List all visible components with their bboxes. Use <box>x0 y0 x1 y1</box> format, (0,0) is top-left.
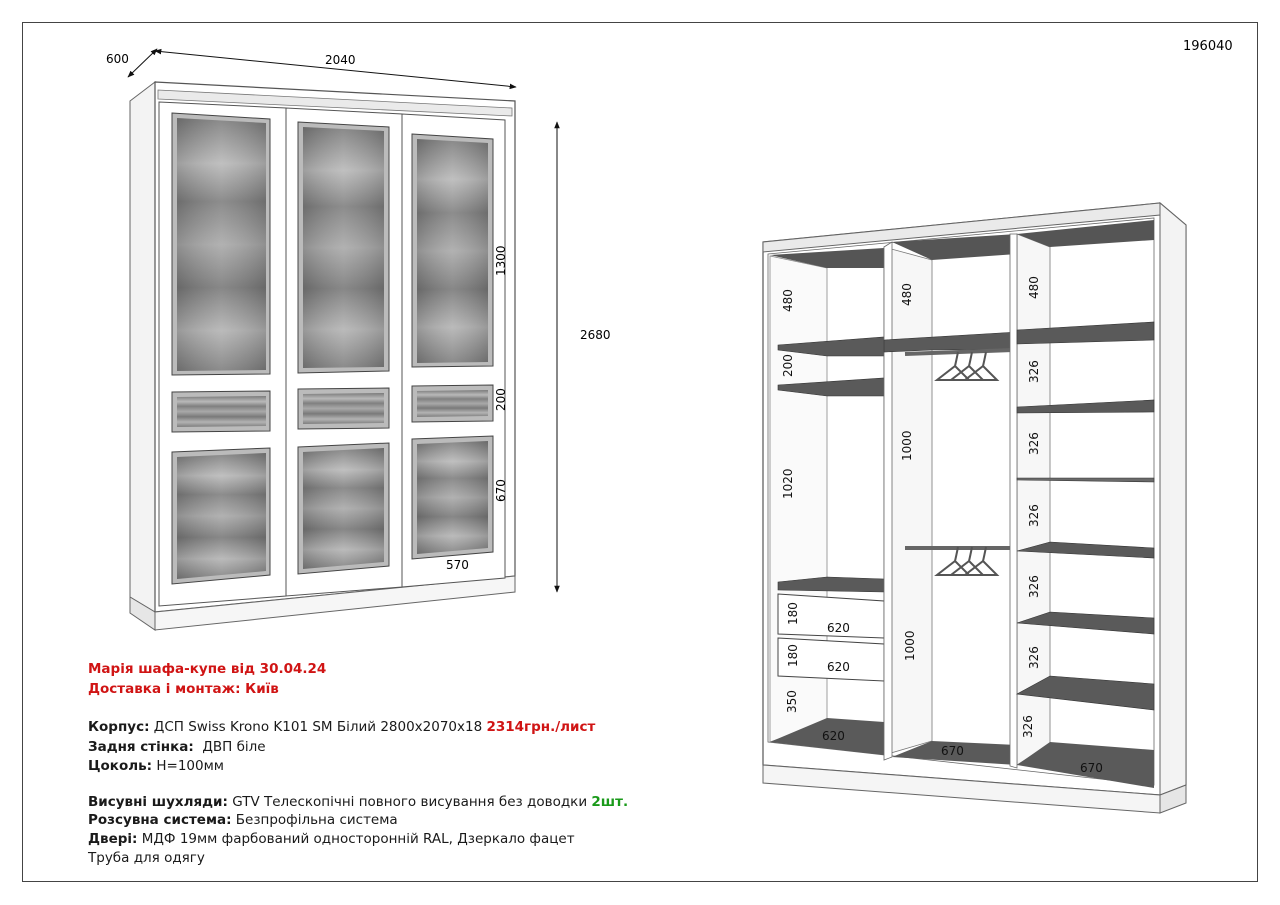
front-dim-670: 670 <box>494 479 508 502</box>
right-col-dim-326-1: 326 <box>1027 360 1041 383</box>
front-door-width-label: 570 <box>446 558 469 572</box>
left-col-dim-180-a: 180 <box>786 602 800 625</box>
right-col-bottom-width: 670 <box>1080 761 1103 775</box>
right-col-dim-326-4: 326 <box>1027 575 1041 598</box>
left-col-dim-200: 200 <box>781 354 795 377</box>
front-dim-1300: 1300 <box>494 245 508 276</box>
order-title: Марія шафа-купе від 30.04.24 <box>88 661 327 677</box>
spec-body-price: 2314грн./лист <box>486 719 596 735</box>
left-col-dim-480: 480 <box>781 289 795 312</box>
delivery-line: Доставка і монтаж: Київ <box>88 681 279 697</box>
mid-col-dim-480: 480 <box>900 283 914 306</box>
right-col-dim-326-2: 326 <box>1027 432 1041 455</box>
spec-plinth-value: H=100мм <box>152 758 224 774</box>
spec-doors <box>88 829 575 849</box>
right-col-dim-326-3: 326 <box>1027 504 1041 527</box>
spec-sliding-label: Розсувна система: <box>88 812 232 828</box>
front-dim-200: 200 <box>494 388 508 411</box>
front-height-label: 2680 <box>580 328 611 342</box>
right-col-dim-326-5: 326 <box>1027 646 1041 669</box>
spec-plinth <box>88 756 224 776</box>
front-depth-label: 600 <box>106 52 129 66</box>
spec-body-label: Корпус: <box>88 719 150 735</box>
spec-sliding-value: Безпрофільна система <box>231 812 398 828</box>
spec-drawers-label: Висувні шухляди: <box>88 794 228 810</box>
spec-doors-label: Двері: <box>88 831 138 847</box>
mid-col-bottom-width: 670 <box>941 744 964 758</box>
left-col-dim-180-b: 180 <box>786 644 800 667</box>
drawer-width-2: 620 <box>827 660 850 674</box>
left-col-bottom-width: 620 <box>822 729 845 743</box>
front-view <box>128 49 557 630</box>
spec-plinth-label: Цоколь: <box>88 758 153 774</box>
right-col-dim-480: 480 <box>1027 276 1041 299</box>
right-col-dim-326-6: 326 <box>1021 715 1035 738</box>
mid-col-dim-1000-b: 1000 <box>903 630 917 661</box>
spec-back-value: ДВП біле <box>193 739 266 755</box>
spec-rail: Труба для одягу <box>88 850 205 866</box>
drawer-width-1: 620 <box>827 621 850 635</box>
spec-back <box>88 737 266 757</box>
doc-number: 196040 <box>1183 39 1233 54</box>
mid-col-dim-1000-a: 1000 <box>900 430 914 461</box>
spec-sliding <box>88 810 398 830</box>
spec-drawers <box>88 792 628 812</box>
spec-body-value: ДСП Swiss Krono K101 SM Білий 2800x2070x18 <box>149 719 487 735</box>
spec-drawers-value: GTV Телескопічні повного висування без доводки <box>227 794 592 810</box>
left-col-dim-350: 350 <box>785 690 799 713</box>
front-width-label: 2040 <box>325 53 356 67</box>
interior-view <box>763 203 1186 813</box>
spec-doors-value: МДФ 19мм фарбований односторонній RAL, Дзеркало фацет <box>137 831 575 847</box>
left-col-dim-1020: 1020 <box>781 468 795 499</box>
spec-back-label: Задня стінка: <box>88 739 194 755</box>
spec-drawers-qty: 2шт. <box>591 794 629 810</box>
spec-body <box>88 717 595 737</box>
